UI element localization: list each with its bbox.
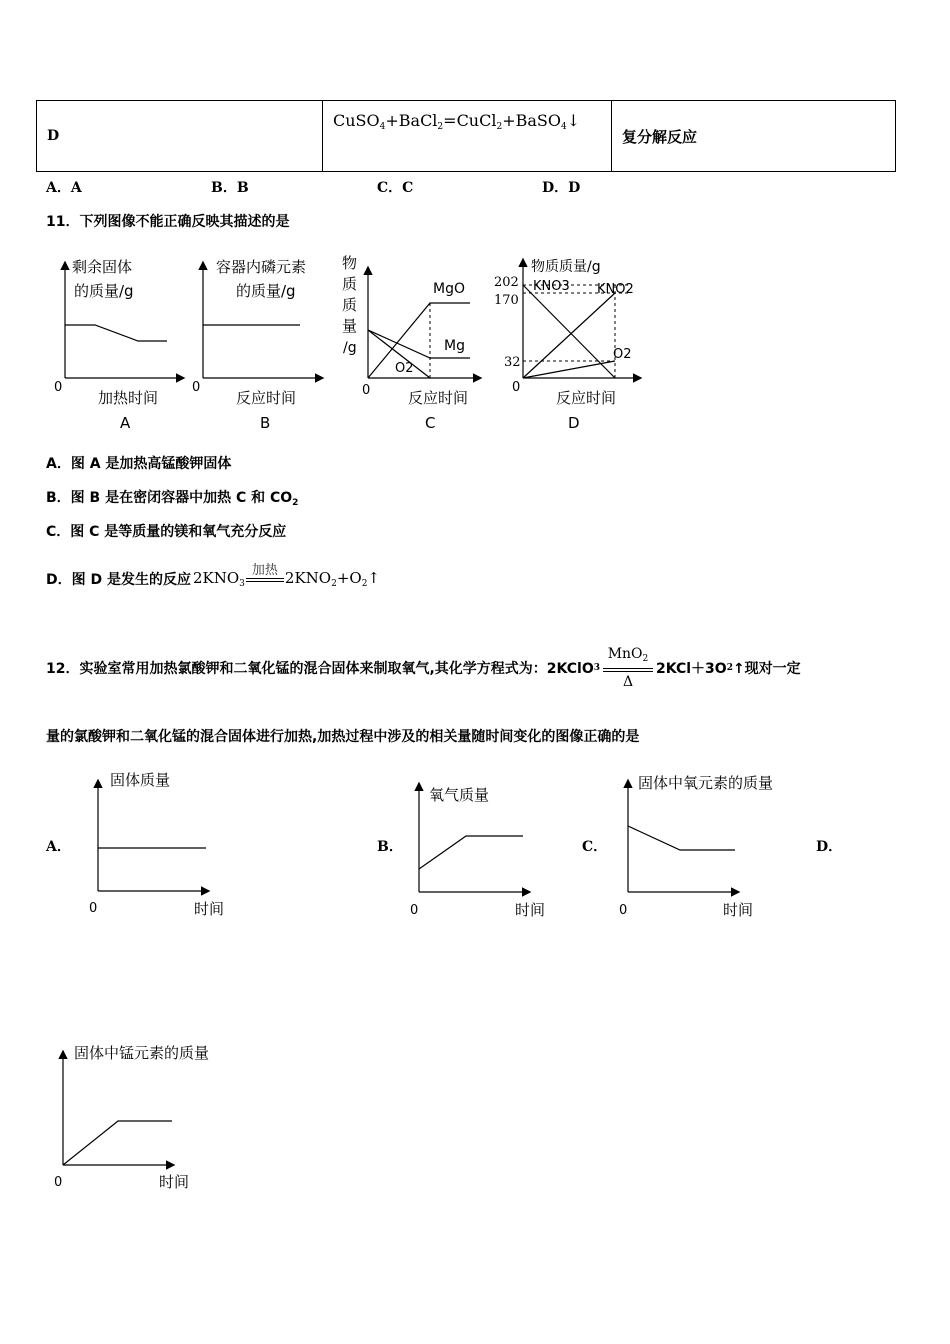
series-o2 xyxy=(523,361,615,378)
tick-label: 170 xyxy=(494,293,519,308)
origin-label: 0 xyxy=(192,380,201,395)
x-label: 时间 xyxy=(515,901,546,919)
q12-graph-b xyxy=(401,776,571,926)
origin-label: 0 xyxy=(512,380,521,395)
table-cell-reaction-type: 复分解反应 xyxy=(612,101,896,172)
origin-label: 0 xyxy=(410,903,419,918)
y-label: 的质量/g xyxy=(74,282,134,300)
table-cell-label: D xyxy=(37,101,323,172)
q11-graph-c xyxy=(342,254,480,432)
origin-label: 0 xyxy=(89,901,98,916)
q12-option-a-letter[interactable]: A． xyxy=(46,839,71,855)
q12-option-d-letter[interactable]: D． xyxy=(816,839,843,855)
data-line xyxy=(628,826,735,850)
table-cell-equation: CuSO$_4$+BaCl$_2$=CuCl$_2$+BaSO$_4$↓ xyxy=(323,101,612,172)
legend-kno3: KNO3 xyxy=(533,279,570,294)
origin-label: 0 xyxy=(362,383,371,398)
y-label: 固体中锰元素的质量 xyxy=(74,1044,210,1062)
x-label: 时间 xyxy=(723,901,754,919)
y-label: 的质量/g xyxy=(236,282,296,300)
q11-stem: 11．下列图像不能正确反映其描述的是 xyxy=(46,214,290,230)
caption: A xyxy=(120,414,131,432)
y-label-char: /g xyxy=(343,340,357,356)
q11-option-b[interactable]: B．图 B 是在密闭容器中加热 C 和 $CO_2$ xyxy=(46,490,299,508)
y-label-char: 质 xyxy=(342,275,358,293)
q12-stem: 12．实验室常用加热氯酸钾和二氧化锰的混合固体来制取氧气,其化学方程式为：2KClO 3 $\frac{MnO_2}{\Delta}$ 2KCl＋3O 2 ↑现对一定 xyxy=(46,645,801,690)
q11-option-c[interactable]: C．图 C 是等质量的镁和氧气充分反应 xyxy=(46,524,287,540)
origin-label: 0 xyxy=(54,380,63,395)
x-label: 时间 xyxy=(159,1173,190,1191)
tick-label: 32 xyxy=(504,355,521,370)
x-label: 加热时间 xyxy=(98,389,159,407)
q11-option-a[interactable]: A．图 A 是加热高锰酸钾固体 xyxy=(46,456,232,472)
x-label: 反应时间 xyxy=(556,389,617,407)
q10-option-c[interactable]: C．C xyxy=(377,180,414,196)
q10-option-d[interactable]: D．D xyxy=(542,180,581,196)
y-label: 剩余固体 xyxy=(72,258,133,276)
q12-stem-line2: 量的氯酸钾和二氧化锰的混合固体进行加热,加热过程中涉及的相关量随时间变化的图像正确的是 xyxy=(46,729,640,745)
y-label: 容器内磷元素 xyxy=(216,258,307,276)
caption: C xyxy=(425,414,436,432)
y-label: 氧气质量 xyxy=(429,786,490,804)
q12-option-b-letter[interactable]: B． xyxy=(377,839,403,855)
x-label: 反应时间 xyxy=(408,389,469,407)
q12-graph-a xyxy=(80,766,250,926)
q10-option-b[interactable]: B．B xyxy=(211,180,249,196)
x-label: 时间 xyxy=(194,900,225,918)
y-label: 固体质量 xyxy=(110,771,171,789)
legend-o2: O2 xyxy=(395,361,414,376)
series-kno2 xyxy=(523,293,615,378)
caption: B xyxy=(260,414,271,432)
y-label-char: 量 xyxy=(342,317,358,335)
q11-option-d[interactable]: D．图 D 是发生的反应 $2KNO_3$ 加热 $2KNO_2+O_2↑$ xyxy=(46,562,380,589)
x-label: 反应时间 xyxy=(236,389,297,407)
legend-o2: O2 xyxy=(613,347,632,362)
origin-label: 0 xyxy=(54,1175,63,1190)
tick-label: 202 xyxy=(494,275,519,290)
q12-option-c-letter[interactable]: C． xyxy=(582,839,608,855)
data-line xyxy=(63,1121,172,1165)
y-label: 物质质量/g xyxy=(531,259,601,275)
q11-graph-a xyxy=(54,258,183,432)
data-line xyxy=(65,325,167,341)
q12-graph-d xyxy=(45,1038,265,1198)
q11-graph-d xyxy=(494,258,640,432)
q10-option-a[interactable]: A．A xyxy=(46,180,82,196)
y-label: 固体中氧元素的质量 xyxy=(638,774,774,792)
q11-graphs xyxy=(40,248,650,438)
y-label-char: 物 xyxy=(342,254,358,272)
legend-mgo: MgO xyxy=(433,281,465,297)
data-line xyxy=(419,836,523,869)
legend-kno2: KNO2 xyxy=(597,282,634,297)
legend-mg: Mg xyxy=(444,338,465,354)
q12-graph-c xyxy=(610,766,810,926)
y-label-char: 质 xyxy=(342,296,358,314)
caption: D xyxy=(568,414,580,432)
origin-label: 0 xyxy=(619,903,628,918)
q11-graph-b xyxy=(192,258,322,432)
answer-table-row xyxy=(36,100,896,172)
